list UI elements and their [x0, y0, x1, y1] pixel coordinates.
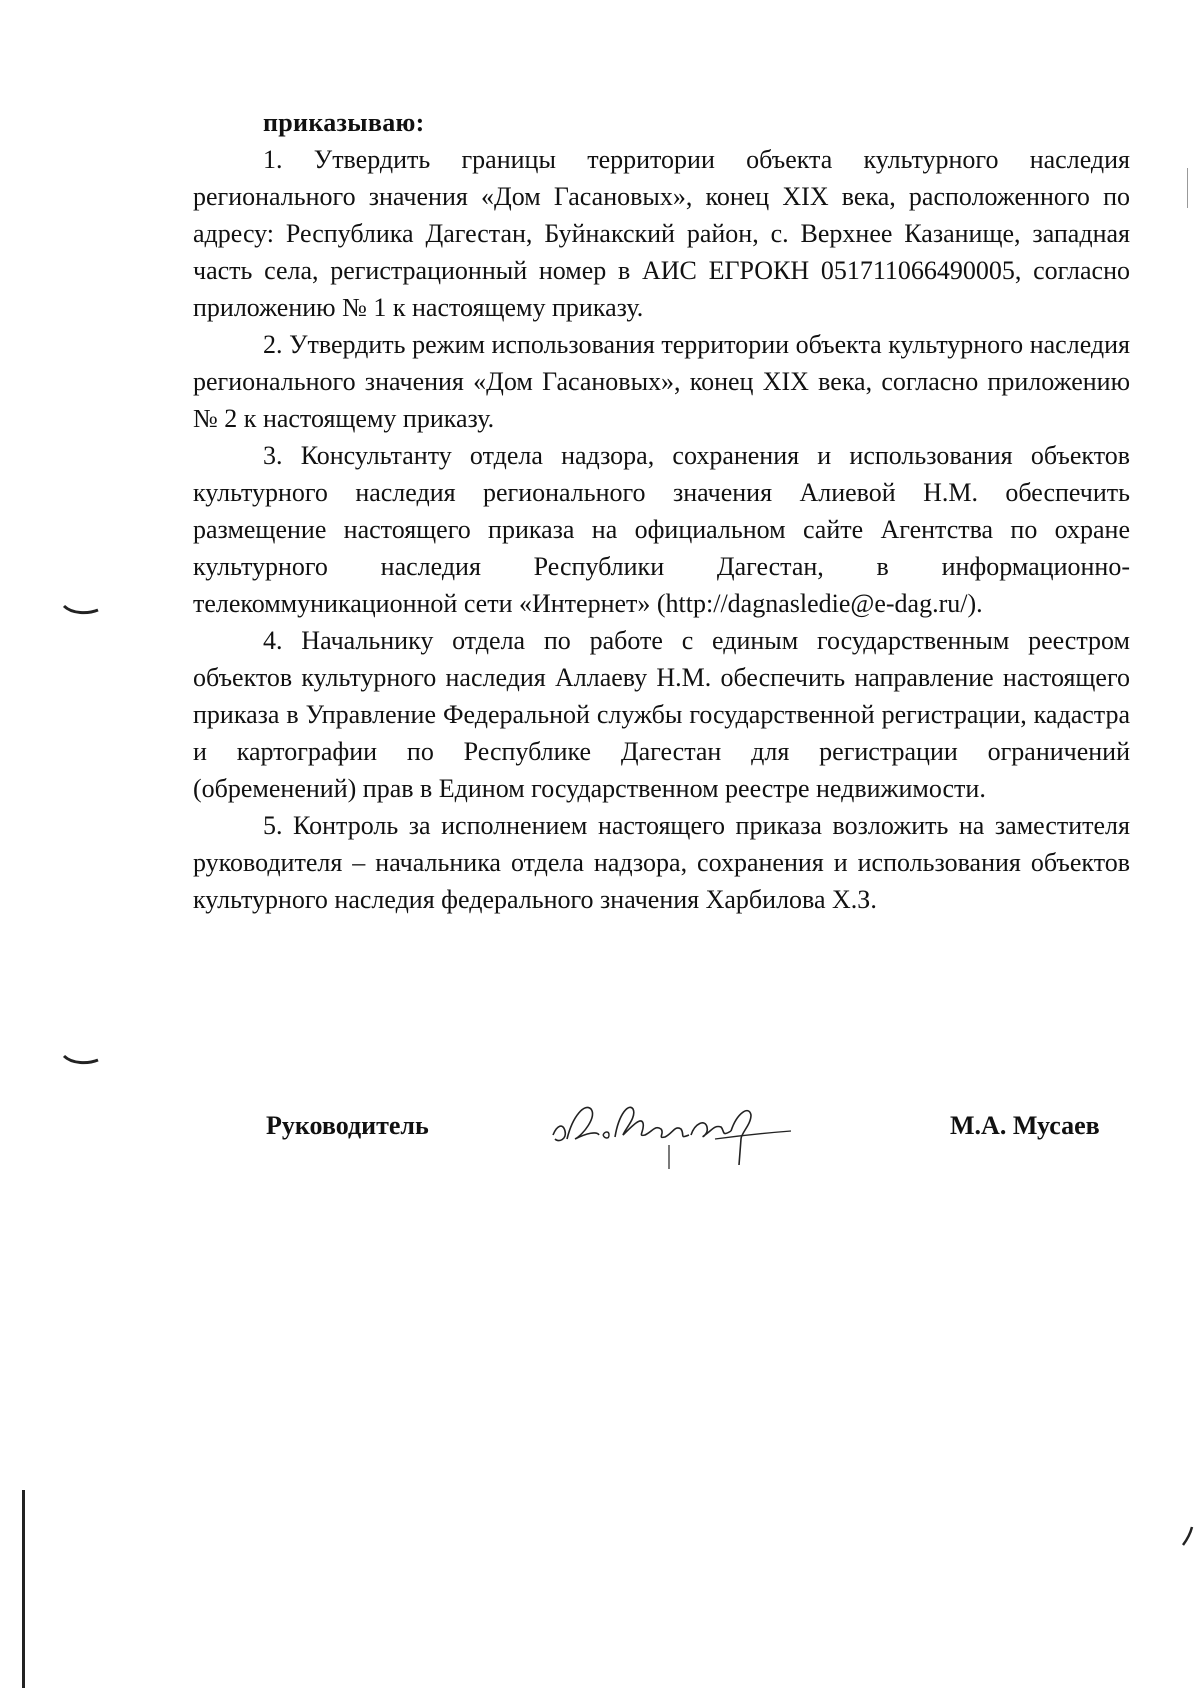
handwritten-signature	[545, 1095, 795, 1185]
order-heading: приказываю:	[263, 108, 425, 137]
order-item-5: 5. Контроль за исполнением настоящего приказа возложить на заместителя руководителя – начальника отдела надзора, сохранения и использования объектов культурного наследия федерального значения Харбилова Х.З.	[193, 811, 1130, 914]
scan-artifact-mark	[1180, 1525, 1196, 1547]
signatory-position: Руководитель	[266, 1111, 429, 1140]
order-body	[193, 104, 1130, 918]
hole-punch-mark-top	[62, 600, 102, 620]
order-item-4: 4. Начальнику отдела по работе с единым государственным реестром объектов культурного наследия Аллаеву Н.М. обеспечить направление настоящего приказа в Управление Федеральной службы государственной регистрации, кадастра и картографии по Республике Дагестан для регистрации ограничений (обременений) прав в Едином государственном реестре недвижимости.	[193, 626, 1130, 803]
order-item-2: 2. Утвердить режим использования территории объекта культурного наследия регионального значения «Дом Гасановых», конец XIX века, согласно приложению № 2 к настоящему приказу.	[193, 330, 1130, 433]
order-item-1: 1. Утвердить границы территории объекта культурного наследия регионального значения «Дом Гасановых», конец XIX века, расположенного по адресу: Республика Дагестан, Буйнакский район, с. Верхнее Казанище, западная часть села, регистрационный номер в АИС ЕГРОКН 051711066490005, согласно приложению № 1 к настоящему приказу.	[193, 145, 1130, 322]
scan-edge-line	[22, 1490, 25, 1688]
signatory-name: М.А. Мусаев	[950, 1111, 1100, 1140]
scan-edge-line-right	[1187, 168, 1188, 208]
order-item-3: 3. Консультанту отдела надзора, сохранения и использования объектов культурного наследия регионального значения Алиевой Н.М. обеспечить размещение настоящего приказа на официальном сайте Агентства по охране культурного наследия Республики Дагестан, в информационно-телекоммуникационной сети «Интернет» (http://dagnasledie@e-dag.ru/).	[193, 441, 1130, 618]
hole-punch-mark-bottom	[62, 1050, 102, 1070]
signature-block	[0, 1095, 1200, 1185]
